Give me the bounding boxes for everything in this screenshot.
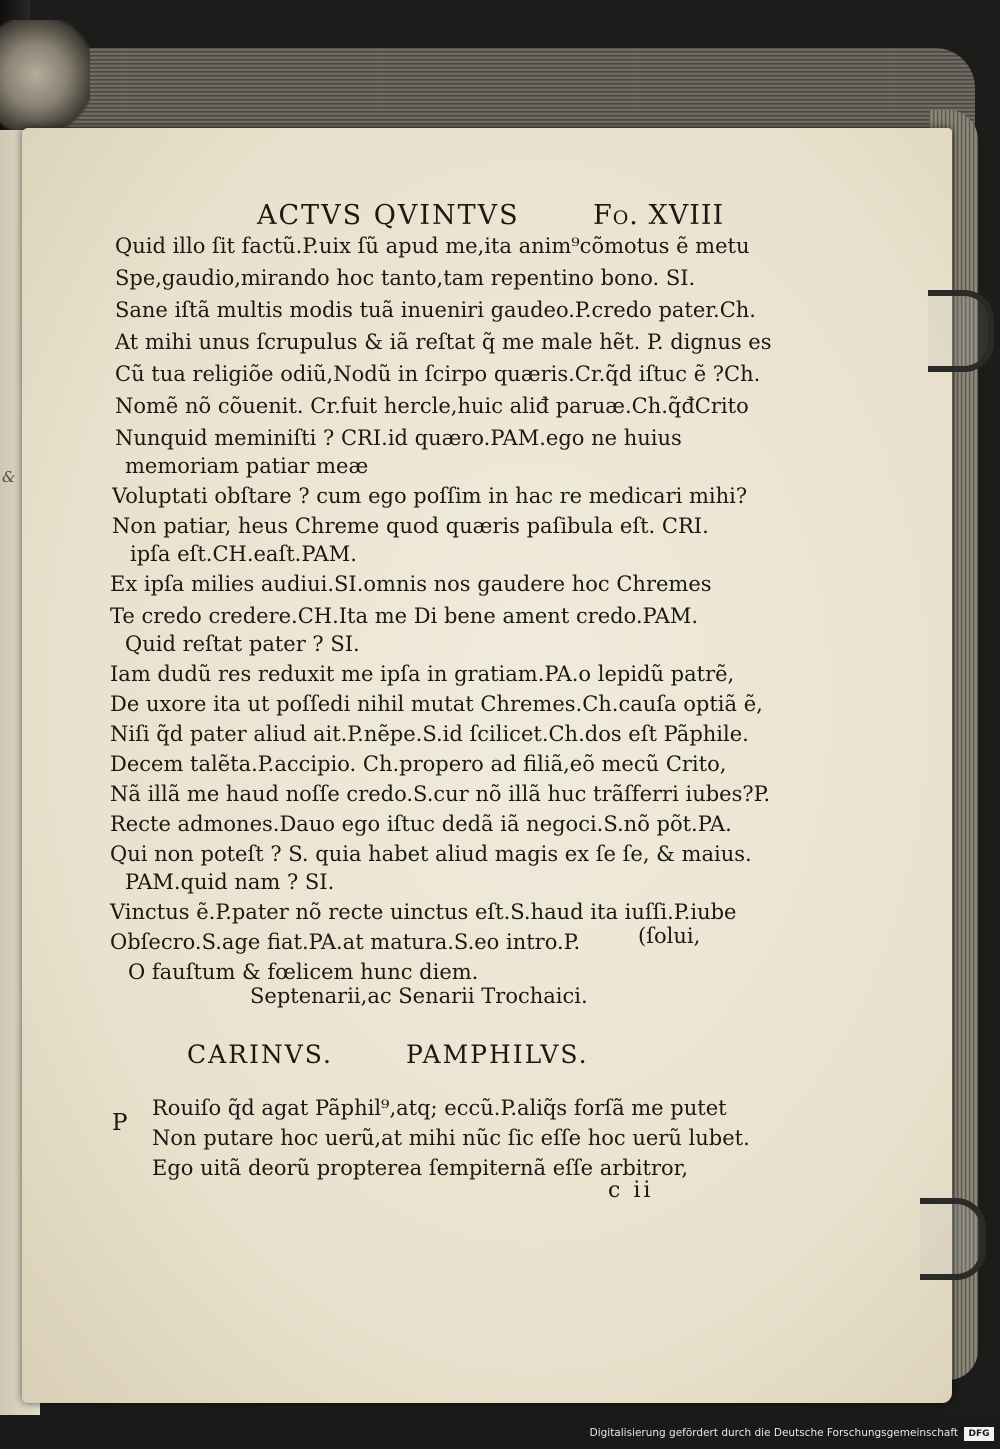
text-line: Quid illo ſit factũ.P.uix ſũ apud me,ita anim⁹cõmotus ẽ metu <box>115 234 750 258</box>
signature-mark: c ii <box>608 1178 654 1203</box>
text-line: At mihi unus ſcrupulus & iã reſtat q̃ me male hẽt. P. dignus es <box>115 330 772 354</box>
text-line: Qui non poteſt ? S. quia habet aliud magis ex ſe ſe, & maius. <box>110 842 752 866</box>
text-line: Obſecro.S.age fiat.PA.at matura.S.eo intro.P. <box>110 930 581 954</box>
text-line: Decem talẽta.P.accipio. Ch.propero ad filiã,eõ mecũ Crito, <box>110 752 727 776</box>
text-line: ipſa eſt.CH.eaſt.PAM. <box>130 542 357 566</box>
margin-note: & <box>2 468 16 486</box>
text-line: Sane iſtã multis modis tuã inueniri gaudeo.P.credo pater.Ch. <box>115 298 756 322</box>
margin-letter: P <box>112 1110 128 1136</box>
verse-line: Rouiſo q̃d agat Pãphil⁹,atq; eccũ.P.aliq̃s forſã me putet <box>152 1096 727 1120</box>
page-clip-top <box>928 290 994 372</box>
text-line: O fauſtum & fœlicem hunc diem. <box>128 960 479 984</box>
text-line: Nomẽ nõ cõuenit. Cr.fuit hercle,huic aliđ paruæ.Ch.q̃đCrito <box>115 394 749 418</box>
text-line: Voluptati obſtare ? cum ego poſſim in hac re medicari mihi? <box>112 484 748 508</box>
text-line: memoriam patiar meæ <box>125 454 369 478</box>
text-line: Recte admones.Dauo ego iſtuc dedã iã negoci.S.nõ põt.PA. <box>110 812 732 836</box>
text-line: Cũ tua religiõe odiũ,Nodũ in ſcirpo quæris.Cr.q̃d iſtuc ẽ ?Ch. <box>115 362 761 386</box>
running-head: ACTVS QVINTVS <box>257 200 520 231</box>
text-line: De uxore ita ut poſſedi nihil mutat Chremes.Ch.cauſa optiã ẽ, <box>110 692 763 716</box>
page-clip-bottom <box>920 1198 986 1280</box>
text-line: Iam dudũ res reduxit me ipſa in gratiam.PA.o lepidũ patrẽ, <box>110 662 735 686</box>
text-line: Vinctus ẽ.P.pater nõ recte uinctus eſt.S.haud ita iuſſi.P.iube <box>110 900 737 924</box>
text-line: Ex ipſa milies audiui.SI.omnis nos gaudere hoc Chremes <box>110 572 712 596</box>
binding-cord <box>0 20 90 130</box>
footer-bar <box>0 1415 1000 1449</box>
verse-line: Ego uitã deorũ propterea ſempiternã eſſe arbitror, <box>152 1156 689 1180</box>
text-line: Niſi q̃d pater aliud ait.P.nẽpe.S.id ſcilicet.Ch.dos eſt Pãphile. <box>110 722 749 746</box>
text-line: Spe,gaudio,mirando hoc tanto,tam repentino bono. SI. <box>115 266 696 290</box>
meter-heading: Septenarii,ac Senarii Trochaici. <box>250 984 588 1008</box>
credit-text: Digitalisierung gefördert durch die Deutsche Forschungsgemeinschaft <box>589 1427 958 1439</box>
verse-line: Non putare hoc uerũ,at mihi nũc ſic eſſe hoc uerũ lubet. <box>152 1126 750 1150</box>
text-line: Quid reſtat pater ? SI. <box>125 632 360 656</box>
speaker-name: CARINVS. <box>187 1040 333 1069</box>
text-line: Te credo credere.CH.Ita me Di bene ament credo.PAM. <box>110 604 699 628</box>
folio-number: Fo. XVIII <box>593 200 725 231</box>
text-line: Non patiar, heus Chreme quod quæris paſibula eſt. CRI. <box>112 514 709 538</box>
book-top-edge <box>40 48 975 138</box>
dfg-logo: DFG <box>964 1427 994 1441</box>
speaker-name: PAMPHILVS. <box>406 1040 589 1069</box>
text-line: PAM.quid nam ? SI. <box>125 870 335 894</box>
text-line: (ſolui, <box>638 924 701 948</box>
text-line: Nã illã me haud noſſe credo.S.cur nõ illã huc trãſferri iubes?P. <box>110 782 771 806</box>
text-line: Nunquid meminiſti ? CRI.id quæro.PAM.ego ne huius <box>115 426 682 450</box>
